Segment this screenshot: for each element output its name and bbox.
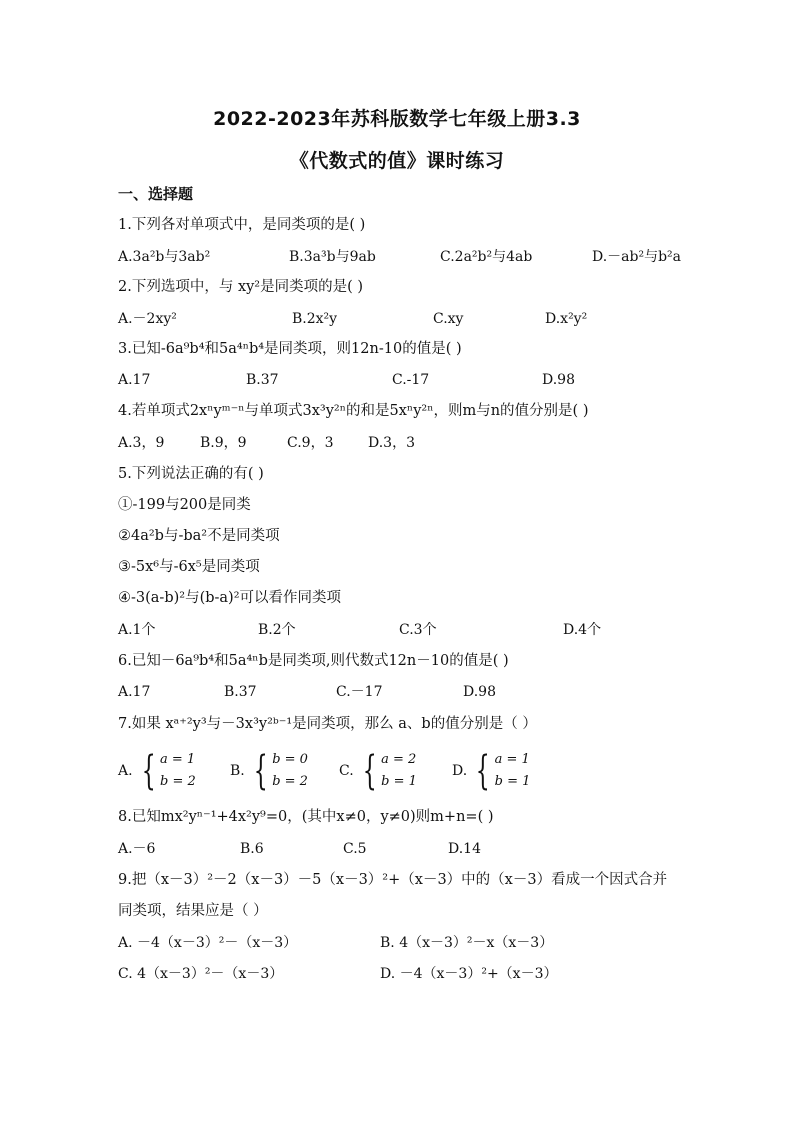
question-8-stem: 8.已知mx²yⁿ⁻¹+4x²y⁹=0，(其中x≠0，y≠0)则m+n=( ) bbox=[118, 809, 494, 825]
q1-option-d: D.－ab²与b²a bbox=[592, 249, 682, 265]
q7-option-c bbox=[339, 749, 417, 793]
question-9-stem: 9.把（x－3）²－2（x－3）－5（x－3）²+（x－3）中的（x－3）看成一个因式合并 bbox=[118, 872, 668, 888]
q8-option-c: C.5 bbox=[343, 841, 367, 857]
q7-c-eq2: b = 1 bbox=[381, 774, 417, 789]
q5-option-a: A.1个 bbox=[118, 622, 156, 638]
q4-option-c: C.9，3 bbox=[287, 435, 334, 451]
q6-option-d: D.98 bbox=[463, 684, 496, 700]
q8-option-d: D.14 bbox=[448, 841, 481, 857]
q7-b-eq1: b = 0 bbox=[272, 752, 308, 767]
document-subtitle: 《代数式的值》课时练习 bbox=[289, 150, 505, 172]
q7-option-a-label: A. bbox=[118, 763, 133, 779]
q9-option-c: C. 4（x－3）²－（x－3） bbox=[118, 966, 284, 982]
left-brace-icon: { bbox=[362, 748, 377, 794]
q2-option-d: D.x²y² bbox=[545, 311, 588, 327]
question-4-stem: 4.若单项式2xⁿyᵐ⁻ⁿ与单项式3x³y²ⁿ的和是5xⁿy²ⁿ，则m与n的值分别是( ) bbox=[118, 403, 589, 419]
q5-statement-4: ④-3(a-b)²与(b-a)²可以看作同类项 bbox=[118, 590, 342, 606]
q6-option-c: C.－17 bbox=[336, 684, 383, 700]
document-title: 2022-2023年苏科版数学七年级上册3.3 bbox=[213, 108, 581, 130]
q9-option-b: B. 4（x－3）²－x（x－3） bbox=[380, 935, 554, 951]
q2-option-a: A.－2xy² bbox=[118, 311, 177, 327]
section-heading: 一、选择题 bbox=[118, 185, 194, 203]
q4-option-a: A.3，9 bbox=[118, 435, 165, 451]
q6-option-a: A.17 bbox=[118, 684, 151, 700]
left-brace-icon: { bbox=[141, 748, 156, 794]
q6-option-b: B.37 bbox=[224, 684, 257, 700]
q9-option-d: D. －4（x－3）²+（x－3） bbox=[380, 966, 558, 982]
q1-option-a: A.3a²b与3ab² bbox=[118, 249, 211, 265]
q4-option-d: D.3，3 bbox=[368, 435, 415, 451]
q8-option-a: A.－6 bbox=[118, 841, 156, 857]
q7-d-eq1: a = 1 bbox=[494, 752, 530, 767]
q7-d-eq2: b = 1 bbox=[494, 774, 531, 789]
q7-option-d-label: D. bbox=[452, 763, 468, 779]
q4-option-b: B.9，9 bbox=[200, 435, 247, 451]
left-brace-icon: { bbox=[475, 748, 490, 794]
question-2-stem: 2.下列选项中，与 xy²是同类项的是( ) bbox=[118, 279, 364, 295]
left-brace-icon: { bbox=[253, 748, 268, 794]
q7-a-eq1: a = 1 bbox=[160, 752, 196, 767]
question-1-stem: 1.下列各对单项式中，是同类项的是( ) bbox=[118, 217, 366, 233]
q1-option-c: C.2a²b²与4ab bbox=[440, 249, 533, 265]
q5-statement-3: ③-5x⁶与-6x⁵是同类项 bbox=[118, 559, 260, 575]
question-7-stem: 7.如果 xᵃ⁺²y³与－3x³y²ᵇ⁻¹是同类项，那么 a、b的值分别是（ ） bbox=[118, 716, 537, 732]
q7-b-eq2: b = 2 bbox=[272, 774, 308, 789]
question-5-stem: 5.下列说法正确的有( ) bbox=[118, 466, 264, 482]
q1-option-b: B.3a³b与9ab bbox=[289, 249, 376, 265]
q7-option-a bbox=[118, 749, 196, 793]
q7-option-b bbox=[230, 749, 308, 793]
q3-option-a: A.17 bbox=[118, 372, 151, 388]
q5-option-c: C.3个 bbox=[399, 622, 437, 638]
q7-a-eq2: b = 2 bbox=[160, 774, 196, 789]
q7-option-b-label: B. bbox=[230, 763, 245, 779]
question-3-stem: 3.已知-6a⁹b⁴和5a⁴ⁿb⁴是同类项，则12n-10的值是( ) bbox=[118, 341, 462, 357]
q2-option-b: B.2x²y bbox=[292, 311, 338, 327]
q5-statement-2: ②4a²b与-ba²不是同类项 bbox=[118, 528, 280, 544]
q5-option-d: D.4个 bbox=[563, 622, 602, 638]
q7-option-c-label: C. bbox=[339, 763, 354, 779]
q8-option-b: B.6 bbox=[240, 841, 264, 857]
q3-option-d: D.98 bbox=[542, 372, 575, 388]
q5-option-b: B.2个 bbox=[258, 622, 296, 638]
question-9-stem-continued: 同类项，结果应是（ ） bbox=[118, 903, 268, 919]
q3-option-c: C.-17 bbox=[392, 372, 430, 388]
q2-option-c: C.xy bbox=[433, 311, 464, 327]
q3-option-b: B.37 bbox=[246, 372, 279, 388]
q9-option-a: A. －4（x－3）²－（x－3） bbox=[118, 935, 298, 951]
q7-option-d bbox=[452, 749, 530, 793]
q5-statement-1: ①-199与200是同类 bbox=[118, 497, 251, 513]
question-6-stem: 6.已知－6a⁹b⁴和5a⁴ⁿb是同类项,则代数式12n－10的值是( ) bbox=[118, 653, 509, 669]
q7-c-eq1: a = 2 bbox=[381, 752, 417, 767]
